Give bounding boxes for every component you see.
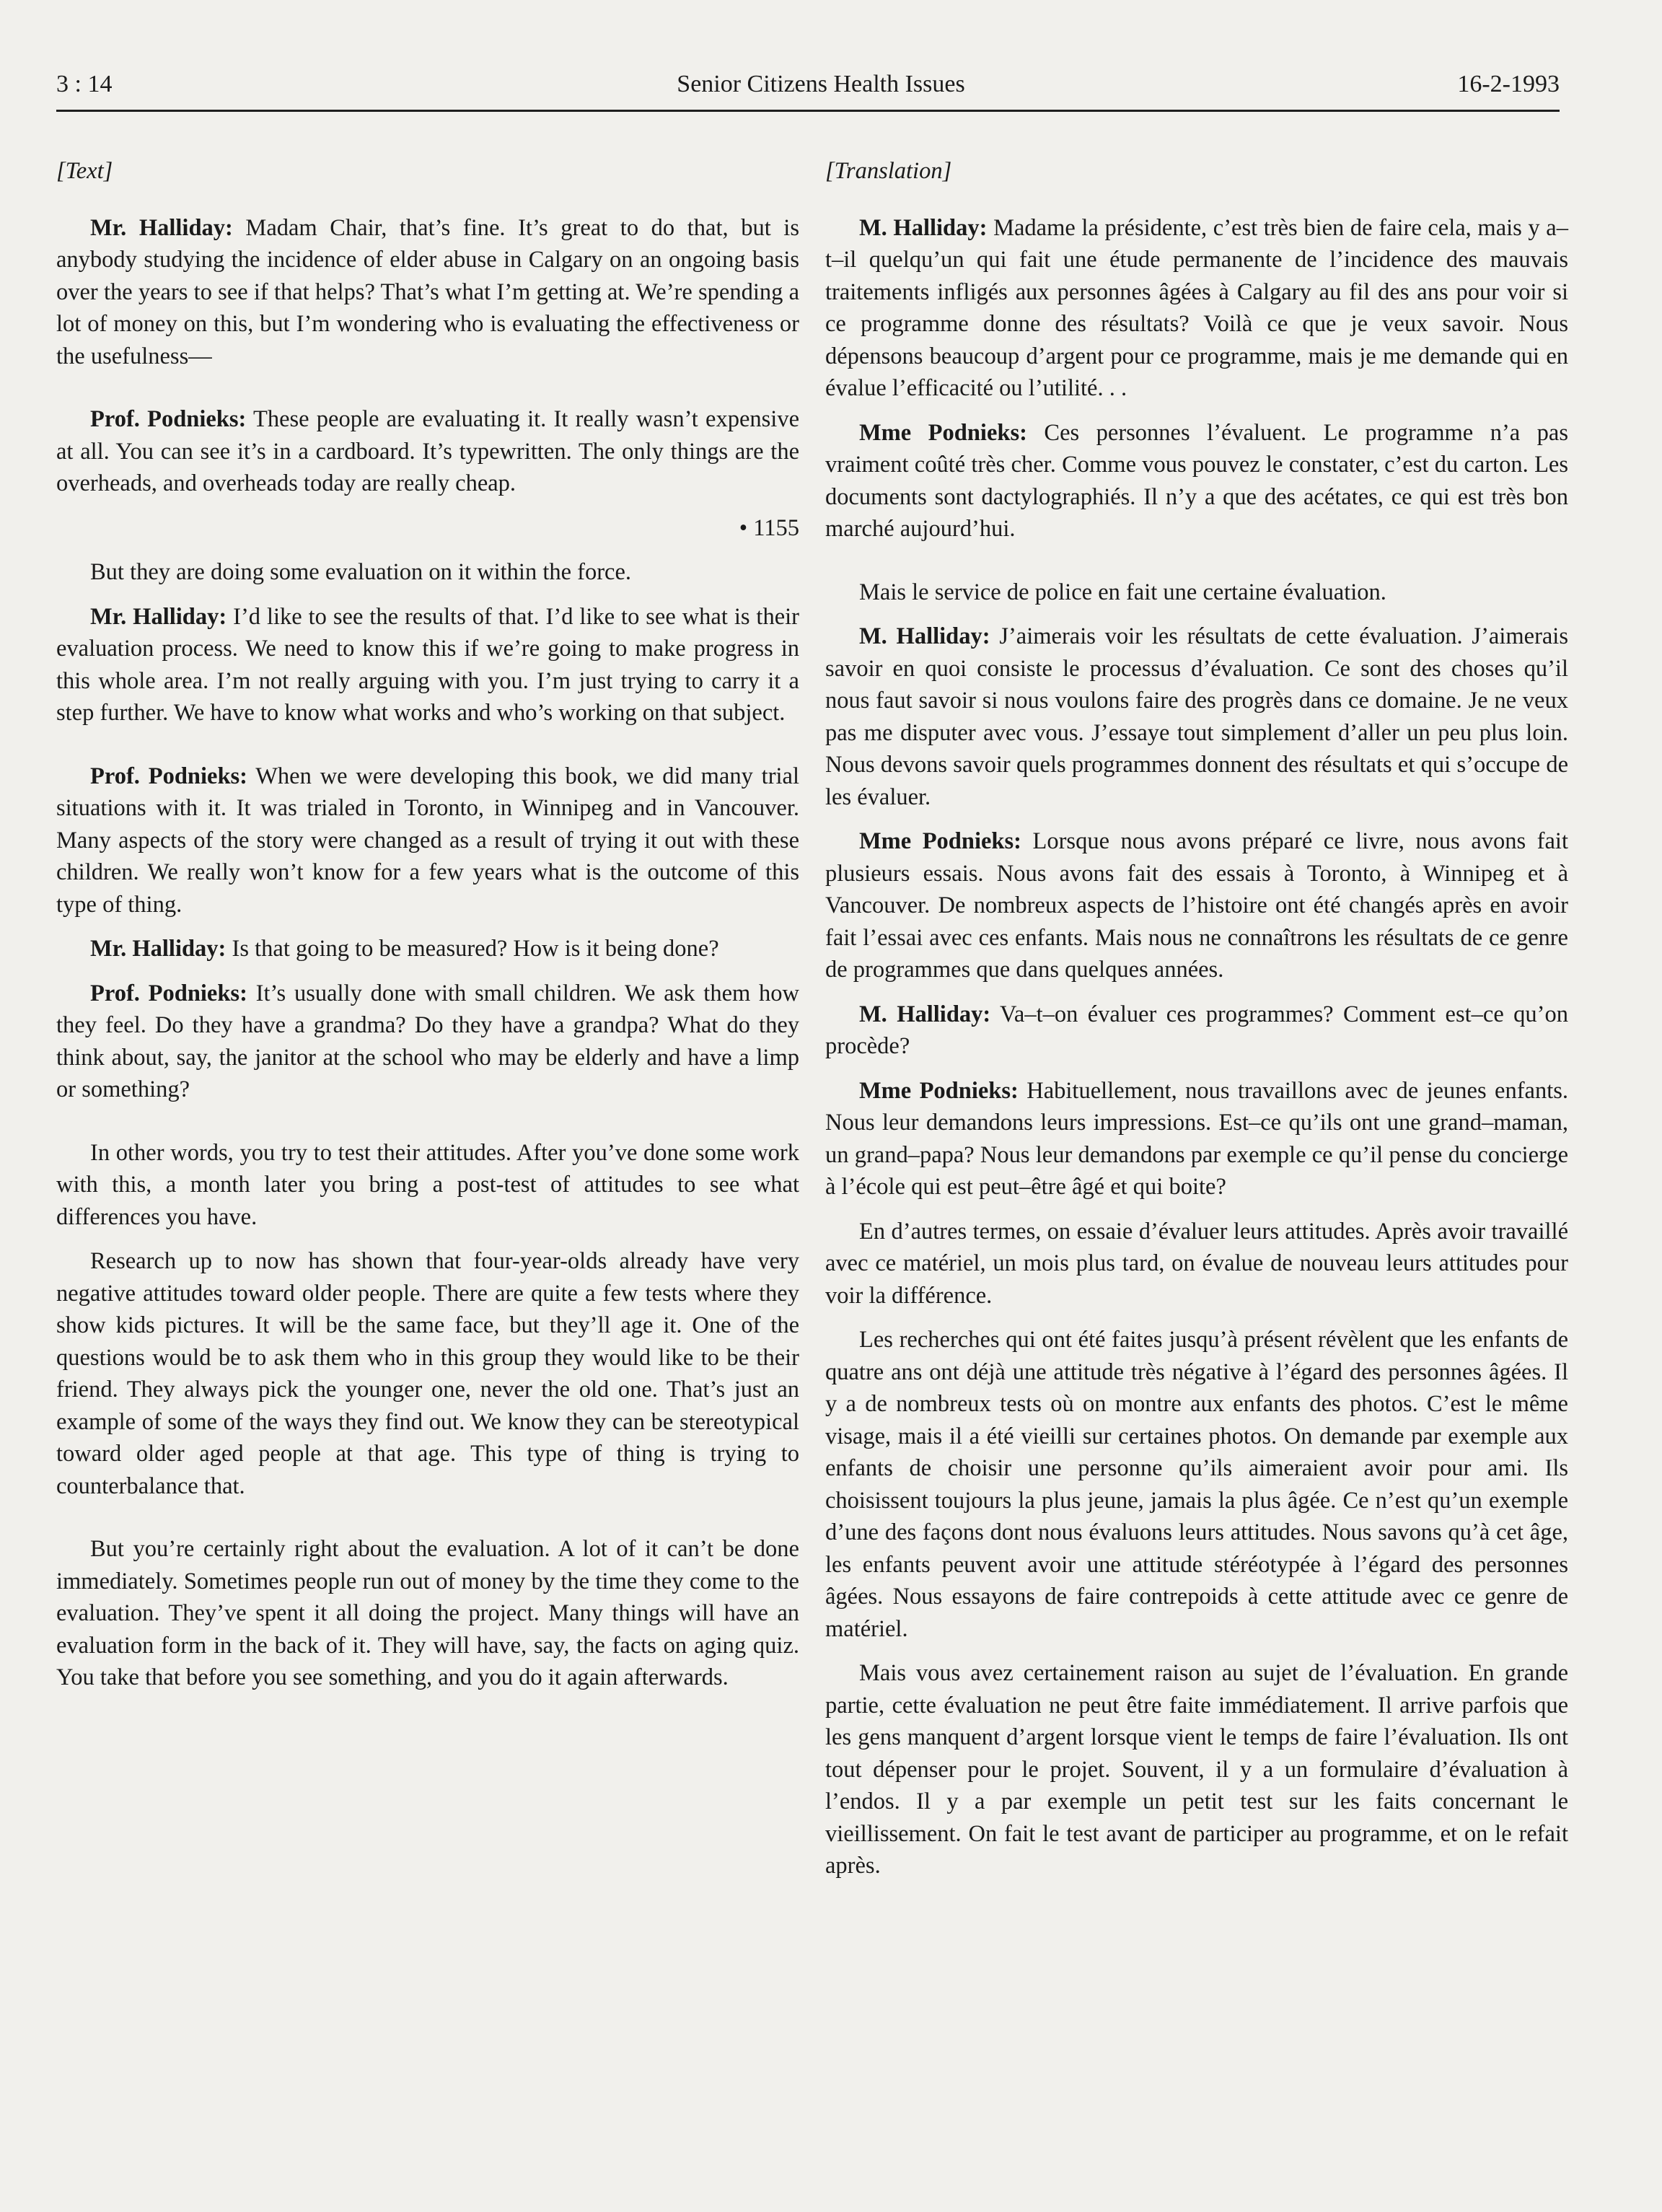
paragraph <box>825 212 1568 405</box>
page-number: 3 : 14 <box>56 71 113 97</box>
paragraph <box>56 933 799 965</box>
speaker-name: Mme Podnieks: <box>859 419 1027 446</box>
paragraph: En d’autres termes, on essaie d’évaluer leurs attitudes. Après avoir travaillé avec ce matériel, un mois plus tard, on évalue de nouveau leurs attitudes pour voir la différence. <box>825 1218 1568 1309</box>
paragraph-text: Lorsque nous avons préparé ce livre, nous avons fait plusieurs essais. Nous avons fait des essais à Toronto, à Winnipeg et à Vancouver. De nombreux aspects de l’histoire ont été changés après en avoir fait l’essai avec ces enfants. Mais nous ne connaîtrons les résultats de ce genre de programmes que dans quelques années. <box>825 828 1568 983</box>
paragraph-text: These people are evaluating it. It really wasn’t expensive at all. You can see it’s in a cardboard. It’s typewritten. The only things are the overheads, and overheads today are really cheap. <box>56 406 799 496</box>
page-header <box>56 66 1560 112</box>
header-date: 16-2-1993 <box>1457 71 1560 97</box>
speaker-name: Mr. Halliday: <box>90 214 233 241</box>
paragraph-text: Habituellement, nous travaillons avec de jeunes enfants. Nous leur demandons leurs impressions. Est–ce qu’ils ont une grand–maman, un grand–papa? Nous leur demandons par exemple ce qu’il pense du concierge à l’école qui est peut–être âgé et qui boite? <box>825 1077 1568 1200</box>
paragraph: But you’re certainly right about the evaluation. A lot of it can’t be done immediately. Sometimes people run out of money by the time they come to the evaluation. They’ve spent it all doing the project. Many things will have an evaluation form in the back of it. They will have, say, the facts on aging quiz. You take that before you see something, and you do it again afterwards. <box>56 1536 799 1690</box>
paragraph: Mais le service de police en fait une certaine évaluation. <box>859 579 1386 605</box>
paragraph-text: Va–t–on évaluer ces programmes? Comment est–ce qu’on procède? <box>825 1001 1568 1059</box>
paragraph <box>56 212 799 373</box>
paragraph: But they are doing some evaluation on it within the force. <box>90 559 632 585</box>
speaker-name: Mme Podnieks: <box>859 1077 1019 1104</box>
english-column <box>56 155 799 1706</box>
paragraph: Research up to now has shown that four-year-olds already have very negative attitudes toward older people. There are quite a few tests where they show kids pictures. It will be the same face, but they’ll age it. One of the questions would be to ask them who in this group they would like to be their friend. They always pick the younger one, never the old one. That’s just an example of some of the ways they find out. We know they can be stereotypical toward older aged people at that age. This type of thing is trying to counterbalance that. <box>56 1248 799 1499</box>
paragraph <box>56 601 799 729</box>
time-marker: • 1155 <box>739 514 799 541</box>
speaker-name: M. Halliday: <box>859 214 988 241</box>
paragraph: In other words, you try to test their attitudes. After you’ve done some work with this, a month later you bring a post-test of attitudes to see what differences you have. <box>56 1139 799 1230</box>
paragraph-text: It’s usually done with small children. We ask them how they feel. Do they have a grandma? Do they have a grandpa? What do they think about, say, the janitor at the school who may be elderly and have a limp or something? <box>56 980 800 1102</box>
paragraph <box>825 417 1568 545</box>
paragraph-text: Is that going to be measured? How is it being done? <box>226 936 719 962</box>
paragraph-text: I’d like to see the results of that. I’d like to see what is their evaluation process. We need to know this if we’re going to make progress in this whole area. I’m not really arguing with you. I’m just trying to carry it a step further. We have to know what works and who’s working on that subject. <box>56 603 799 726</box>
paragraph-text: Madam Chair, that’s fine. It’s great to do that, but is anybody studying the incidence of elder abuse in Calgary on an ongoing basis over the years to see if that helps? That’s what I’m getting at. We’re spending a lot of money on this, but I’m wondering who is evaluating the effectiveness or the usefulness— <box>56 214 799 369</box>
paragraph <box>56 978 799 1106</box>
french-column <box>825 155 1568 1895</box>
paragraph: Mais vous avez certainement raison au sujet de l’évaluation. En grande partie, cette évaluation ne peut être faite immédiatement. Il arrive parfois que les gens manquent d’argent lorsque vient le temps de faire l’évaluation. Ils ont tout dépenser pour le projet. Souvent, il y a un formulaire d’évaluation à l’endos. Il y a par exemple un petit test sur les faits concernant le vieillissement. On fait le test avant de participer au programme, et on le refait après. <box>825 1660 1568 1879</box>
speaker-name: Mme Podnieks: <box>859 828 1021 854</box>
speaker-name: Mr. Halliday: <box>90 603 227 630</box>
speaker-name: M. Halliday: <box>859 1001 991 1027</box>
publication-title: Senior Citizens Health Issues <box>677 71 965 97</box>
column-label: [Translation] <box>825 158 952 184</box>
paragraph <box>825 999 1568 1063</box>
paragraph <box>56 760 799 921</box>
paragraph <box>825 620 1568 813</box>
speaker-name: M. Halliday: <box>859 623 990 649</box>
paragraph-text: J’aimerais voir les résultats de cette évaluation. J’aimerais savoir en quoi consiste le processus d’évaluation. Ce sont des choses qu’il nous faut savoir si nous voulons faire des progrès dans ce domaine. Je ne veux pas me disputer avec vous. J’essaye tout simplement d’aller un peu plus loin. Nous devons savoir quels programmes donnent des résultats et qui s’occupe de les évaluer. <box>825 623 1568 810</box>
paragraph <box>825 825 1568 986</box>
speaker-name: Prof. Podnieks: <box>90 406 247 432</box>
paragraph-text: Ces personnes l’évaluent. Le programme n’a pas vraiment coûté très cher. Comme vous pouvez le constater, c’est du carton. Les documents sont dactylographiés. Il n’y a que des acétates, ce qui est très bon marché aujourd’hui. <box>825 419 1568 542</box>
paragraph-text: When we were developing this book, we did many trial situations with it. It was trialed in Toronto, in Winnipeg and in Vancouver. Many aspects of the story were changed as a result of trying it out with these children. We really won’t know for a few years what is the outcome of this type of thing. <box>56 763 800 918</box>
paragraph: Les recherches qui ont été faites jusqu’à présent révèlent que les enfants de quatre ans ont déjà une attitude très négative à l’égard des personnes âgées. Il y a de nombreux tests où on montre aux enfants des photos. C’est le même visage, mais il a été vieilli sur certaines photos. On demande par exemple aux enfants de choisir une personne qu’ils aimeraient avoir pour ami. Ils choisissent toujours la plus jeune, jamais la plus âgée. Ce n’est qu’un exemple d’une des façons dont nous évaluons leurs attitudes. Nous savons qu’à cet âge, les enfants peuvent avoir une attitude stéréotypée à l’égard des personnes âgées. Nous essayons de faire contrepoids à cette attitude avec ce genre de matériel. <box>825 1327 1568 1642</box>
speaker-name: Mr. Halliday: <box>90 936 227 962</box>
paragraph <box>56 403 799 500</box>
column-label: [Text] <box>56 158 113 184</box>
speaker-name: Prof. Podnieks: <box>90 980 247 1006</box>
paragraph-text: Madame la présidente, c’est très bien de faire cela, mais y a–t–il quelqu’un qui fait une étude permanente de l’incidence des mauvais traitements infligés aux personnes âgées à Calgary au fil des ans pour voir si ce programme donne des résultats? Voilà ce que je veux savoir. Nous dépensons beaucoup d’argent pour ce programme, mais je me demande qui en évalue l’efficacité ou l’utilité. . . <box>825 214 1568 401</box>
speaker-name: Prof. Podnieks: <box>90 763 247 789</box>
paragraph <box>825 1075 1568 1203</box>
